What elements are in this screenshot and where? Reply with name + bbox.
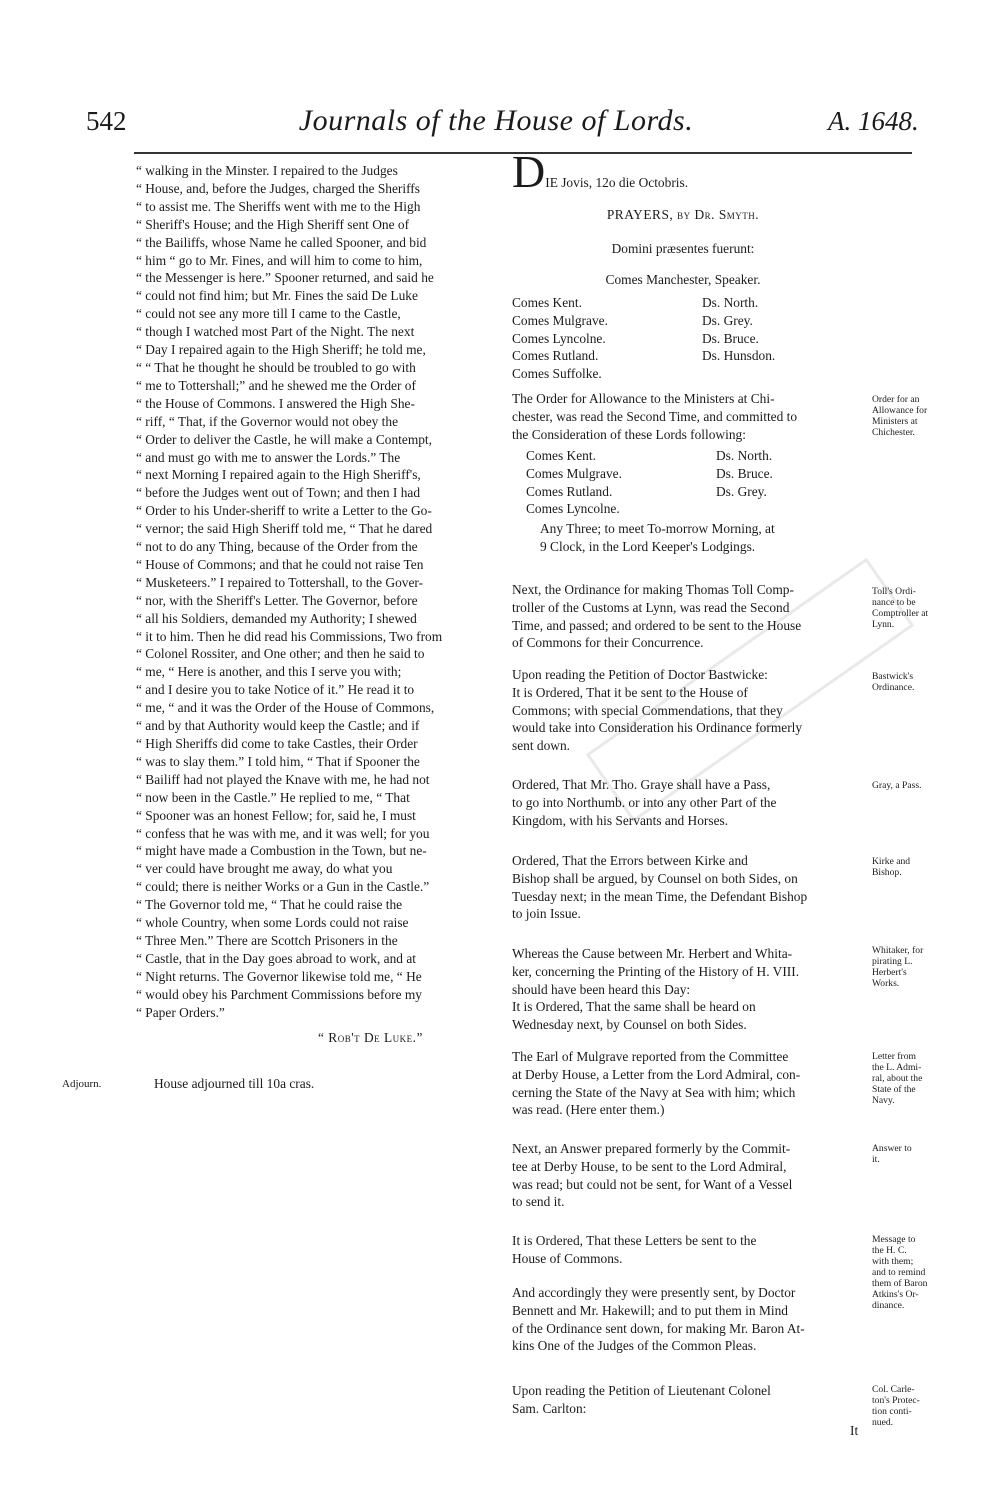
lord-name: Comes Lyncolne.	[512, 330, 606, 346]
text-line: Next, an Answer prepared formerly by the Commit-	[512, 1141, 791, 1156]
text-line: “ and by that Authority would keep the Castle; and if	[136, 718, 420, 734]
margin-line: Gray, a Pass.	[872, 780, 922, 791]
text-line: It is Ordered, That the same shall be heard on	[512, 999, 756, 1015]
margin-line: nued.	[872, 1417, 894, 1428]
committee-member: Ds. Bruce.	[716, 465, 773, 481]
committee-member: Ds. North.	[716, 448, 773, 463]
margin-line: it.	[872, 1154, 880, 1165]
text-line: Any Three; to meet To-morrow Morning, at	[540, 521, 775, 536]
drop-cap: D	[512, 146, 546, 197]
text-line: troller of the Customs at Lynn, was read the Second	[512, 599, 790, 615]
text-line: “ could not see any more till I came to the Castle,	[136, 306, 401, 322]
carlton-entry	[512, 1382, 771, 1418]
text-line: House of Commons.	[512, 1250, 623, 1266]
text-line: “ vernor; the said High Sheriff told me, “ That he dared	[136, 521, 433, 537]
text-line: Upon reading the Petition of Lieutenant Colonel	[512, 1383, 771, 1398]
lords-present-list	[512, 294, 862, 383]
lord-name: Comes Kent.	[512, 295, 582, 310]
text-line: “ and I desire you to take Notice of it.” He read it to	[136, 682, 415, 698]
adjourn-text: House adjourned till 10a cras.	[154, 1076, 315, 1091]
margin-line: Bastwick's	[872, 671, 914, 682]
text-line: “ Musketeers.” I repaired to Tottershall, to the Gover-	[136, 574, 424, 590]
text-line: Bennett and Mr. Hakewill; and to put them in Mind	[512, 1302, 788, 1318]
text-line: Upon reading the Petition of Doctor Bastwicke:	[512, 667, 768, 682]
page-number: 542	[86, 106, 127, 136]
gray-margin-note	[872, 780, 921, 791]
margin-line: tion conti-	[872, 1406, 912, 1417]
allowance-entry	[512, 390, 797, 443]
margin-line: Comptroller at	[872, 608, 929, 619]
text-line: cerning the State of the Navy at Sea with him; which	[512, 1084, 796, 1100]
text-line: “ High Sheriffs did come to take Castles, their Order	[136, 736, 418, 751]
margin-line: Letter from	[872, 1051, 916, 1062]
margin-line: Ministers at	[872, 416, 918, 427]
committee-member: Comes Kent.	[526, 448, 596, 463]
text-line: kins One of the Judges of the Common Pleas.	[512, 1338, 757, 1354]
text-line: “ and must go with me to answer the Lords.” The	[136, 449, 401, 465]
text-line: Wednesday next, by Counsel on both Sides.	[512, 1017, 747, 1033]
margin-line: Col. Carle-	[872, 1384, 915, 1395]
lord-name: Comes Mulgrave.	[512, 312, 608, 328]
text-line: would take into Consideration his Ordinance formerly	[512, 720, 803, 736]
committee-list-right	[716, 447, 876, 518]
answer-margin-note	[872, 1143, 912, 1165]
text-line: “ Spooner was an honest Fellow; for, said he, I must	[136, 807, 416, 823]
present-heading: Domini præsentes fuerunt:	[611, 241, 755, 256]
committee-member: Comes Lyncolne.	[526, 501, 620, 517]
speaker-line: Comes Manchester, Speaker.	[605, 272, 761, 287]
text-line: Time, and passed; and ordered to be sent to the House	[512, 617, 802, 633]
lord-name: Ds. Hunsdon.	[702, 348, 776, 364]
text-line: “ walking in the Minster. I repaired to the Judges	[136, 163, 398, 178]
margin-line: Whitaker, for	[872, 945, 924, 956]
text-line: “ all his Soldiers, demanded my Authority; I shewed	[136, 610, 417, 626]
year-heading: A. 1648.	[828, 106, 919, 136]
meeting-note	[540, 520, 775, 556]
text-line: “ it to him. Then he did read his Commissions, Two from	[136, 628, 443, 644]
text-line: “ Bailiff had not played the Knave with me, he had not	[136, 771, 430, 787]
text-line: “ Paper Orders.”	[136, 1004, 225, 1020]
text-line: “ the House of Commons. I answered the High She-	[136, 395, 415, 411]
text-line: “ to assist me. The Sheriffs went with me to the High	[136, 198, 421, 214]
margin-line: Navy.	[872, 1095, 895, 1106]
text-line: “ Three Men.” There are Scottch Prisoners in the	[136, 932, 398, 948]
text-line: The Order for Allowance to the Ministers at Chi-	[512, 391, 775, 406]
text-line: Kingdom, with his Servants and Horses.	[512, 812, 729, 828]
message-margin-note	[872, 1234, 927, 1311]
lord-name: Comes Suffolke.	[512, 366, 602, 382]
answer-entry	[512, 1140, 792, 1211]
allowance-committee	[526, 447, 876, 518]
toll-entry	[512, 581, 801, 652]
lord-name: Comes Rutland.	[512, 348, 599, 364]
text-line: “ me, “ Here is another, and this I serve you with;	[136, 664, 402, 680]
committee-member: Comes Rutland.	[526, 483, 613, 499]
margin-line: ton's Protec-	[872, 1395, 920, 1406]
text-line: Commons; with special Commendations, that they	[512, 702, 783, 718]
lord-name: Ds. North.	[702, 295, 759, 310]
text-line: chester, was read the Second Time, and committed to	[512, 408, 798, 424]
running-head: Journals of the House of Lords.	[298, 104, 694, 137]
kirke-entry	[512, 852, 807, 923]
margin-line: Toll's Ordi-	[872, 586, 916, 597]
kirke-margin-note	[872, 856, 910, 878]
margin-line: nance to be	[872, 597, 916, 608]
text-line: “ could not find him; but Mr. Fines the said De Luke	[136, 288, 418, 304]
text-line: “ Sheriff's House; and the High Sheriff sent One of	[136, 216, 410, 232]
margin-line: Lynn.	[872, 619, 895, 630]
text-line: Whereas the Cause between Mr. Herbert and Whita-	[512, 946, 793, 961]
text-line: “ confess that he was with me, and it was well; for you	[136, 825, 430, 841]
committee-member: Ds. Grey.	[716, 483, 767, 499]
margin-line: State of the	[872, 1084, 916, 1095]
text-line: “ could; there is neither Works or a Gun in the Castle.”	[136, 879, 430, 895]
message-entry	[512, 1232, 756, 1268]
margin-line: Allowance for	[872, 405, 928, 416]
signature: “ Rob't De Luke.”	[318, 1030, 423, 1045]
text-line: “ the Bailiffs, whose Name he called Spooner, and bid	[136, 234, 427, 250]
text-line: of the Ordinance sent down, for making Mr. Baron At-	[512, 1320, 805, 1336]
prayers-line: PRAYERS, by Dr. Smyth.	[606, 207, 760, 222]
lord-name: Ds. Bruce.	[702, 330, 759, 346]
text-line: “ next Morning I repaired again to the High Sheriff's,	[136, 467, 421, 483]
text-line: The Earl of Mulgrave reported from the Committee	[512, 1049, 789, 1064]
text-line: “ “ That he thought he should be troubled to go with	[136, 359, 416, 375]
margin-line: Order for an	[872, 394, 920, 405]
text-line: Tuesday next; in the mean Time, the Defendant Bishop	[512, 888, 808, 904]
margin-line: Works.	[872, 978, 900, 989]
text-line: ker, concerning the Printing of the History of H. VIII.	[512, 963, 800, 979]
text-line: tee at Derby House, to be sent to the Lord Admiral,	[512, 1158, 787, 1174]
committee-list-left	[526, 447, 716, 518]
text-line: “ riff, “ That, if the Governor would not obey the	[136, 413, 399, 429]
message-entry-continued	[512, 1284, 805, 1355]
text-line: “ would obey his Parchment Commissions before my	[136, 986, 423, 1002]
text-line: “ not to do any Thing, because of the Order from the	[136, 539, 418, 555]
lord-name: Ds. Grey.	[702, 312, 753, 328]
committee-member: Comes Mulgrave.	[526, 465, 622, 481]
bastwick-margin-note	[872, 671, 914, 693]
margin-line: Chichester.	[872, 427, 915, 438]
margin-line: them of Baron	[872, 1278, 928, 1289]
margin-line: dinance.	[872, 1300, 905, 1311]
text-line: “ the Messenger is here.” Spooner returned, and said he	[136, 270, 434, 286]
text-line: “ Colonel Rossiter, and One other; and then he said to	[136, 646, 425, 662]
text-line: Sam. Carlton:	[512, 1400, 587, 1416]
text-line: “ Castle, that in the Day goes abroad to work, and at	[136, 950, 417, 966]
margin-line: the H. C.	[872, 1245, 907, 1256]
margin-line: ral, about the	[872, 1073, 923, 1084]
margin-line: the L. Admi-	[872, 1062, 922, 1073]
text-line: “ House of Commons; and that he could not raise Ten	[136, 556, 424, 572]
bastwick-entry	[512, 666, 802, 755]
text-line: “ House, and, before the Judges, charged the Sheriffs	[136, 180, 420, 196]
text-line: “ now been in the Castle.” He replied to me, “ That	[136, 789, 410, 805]
text-line: Next, the Ordinance for making Thomas Toll Comp-	[512, 582, 794, 597]
text-line: “ whole Country, when some Lords could not raise	[136, 915, 409, 931]
lords-list-right	[702, 294, 862, 383]
text-line: at Derby House, a Letter from the Lord Admiral, con-	[512, 1066, 801, 1082]
text-line: “ Order to deliver the Castle, he will make a Contempt,	[136, 431, 432, 447]
text-line: “ ver could have brought me away, do what you	[136, 861, 393, 877]
text-line: the Consideration of these Lords following:	[512, 426, 746, 442]
carlton-margin-note	[872, 1384, 920, 1428]
text-line: to send it.	[512, 1194, 565, 1210]
text-line: “ Night returns. The Governor likewise told me, “ He	[136, 968, 422, 984]
text-line: Bishop shall be argued, by Counsel on both Sides, on	[512, 870, 798, 886]
text-line: sent down.	[512, 738, 571, 754]
text-line: “ me to Tottershall;” and he shewed me the Order of	[136, 377, 416, 393]
allowance-margin-note	[872, 394, 927, 438]
text-line: “ The Governor told me, “ That he could raise the	[136, 897, 403, 913]
text-line: “ him “ go to Mr. Fines, and will him to come to him,	[136, 252, 423, 268]
text-line: And accordingly they were presently sent, by Doctor	[512, 1285, 796, 1300]
lords-list-left	[512, 294, 702, 383]
text-line: 9 Clock, in the Lord Keeper's Lodgings.	[540, 538, 756, 554]
text-line: “ me, “ and it was the Order of the House of Commons,	[136, 700, 435, 716]
margin-line: Herbert's	[872, 967, 907, 978]
margin-line: and to remind	[872, 1267, 926, 1278]
text-line: Ordered, That Mr. Tho. Graye shall have a Pass,	[512, 777, 771, 792]
margin-line: Message to	[872, 1234, 916, 1245]
text-line: “ though I watched most Part of the Night. The next	[136, 324, 415, 340]
margin-line: Answer to	[872, 1143, 912, 1154]
adjourn-margin-note: Adjourn.	[62, 1078, 102, 1090]
gray-entry	[512, 776, 776, 829]
text-line: should have been heard this Day:	[512, 981, 691, 997]
text-line: It is Ordered, That these Letters be sent to the	[512, 1233, 757, 1248]
text-line: “ Day I repaired again to the High Sheriff; he told me,	[136, 342, 426, 358]
text-line: “ before the Judges went out of Town; and then I had	[136, 485, 421, 501]
text-line: to join Issue.	[512, 906, 581, 922]
left-column	[136, 162, 500, 1022]
admiral-letter-entry	[512, 1048, 800, 1119]
text-line: was read; but could not be sent, for Want of a Vessel	[512, 1176, 793, 1192]
margin-line: Atkins's Or-	[872, 1289, 919, 1300]
catchword: It	[850, 1423, 859, 1438]
toll-margin-note	[872, 586, 928, 630]
text-line: to go into Northumb. or into any other Part of the	[512, 794, 777, 810]
sitting-date: DIE Jovis, 12o die Octobris.	[512, 146, 689, 197]
text-line: “ might have made a Combustion in the Town, but ne-	[136, 843, 427, 859]
margin-line: with them;	[872, 1256, 914, 1267]
text-line: Ordered, That the Errors between Kirke and	[512, 853, 748, 868]
margin-line: Ordinance.	[872, 682, 915, 693]
text-line: “ nor, with the Sheriff's Letter. The Governor, before	[136, 592, 418, 608]
text-line: “ was to slay them.” I told him, “ That if Spooner the	[136, 753, 420, 769]
margin-line: Kirke and	[872, 856, 911, 867]
text-line: It is Ordered, That it be sent to the House of	[512, 684, 748, 700]
admiral-margin-note	[872, 1051, 922, 1106]
text-line: was read. (Here enter them.)	[512, 1102, 665, 1118]
whitaker-entry	[512, 945, 799, 1034]
text-line: of Commons for their Concurrence.	[512, 635, 704, 651]
margin-line: Bishop.	[872, 867, 902, 878]
whitaker-margin-note	[872, 945, 923, 989]
margin-line: pirating L.	[872, 956, 913, 967]
text-line: “ Order to his Under-sheriff to write a Letter to the Go-	[136, 503, 432, 519]
